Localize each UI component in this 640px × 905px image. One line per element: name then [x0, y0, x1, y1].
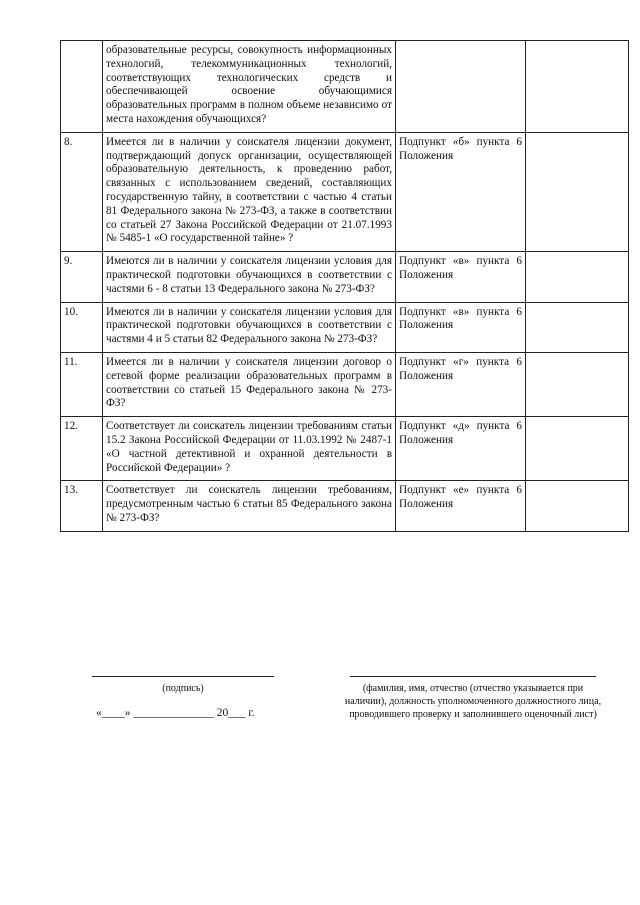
row-reference: Подпункт «в» пункта 6 Положения: [396, 302, 526, 352]
signature-line[interactable]: [92, 676, 274, 677]
row-number: 8.: [61, 132, 103, 251]
table-row: [61, 481, 629, 531]
table-row: [61, 302, 629, 352]
table-row: [61, 252, 629, 302]
row-reference: [396, 41, 526, 133]
row-number: 13.: [61, 481, 103, 531]
checklist-body: [61, 41, 629, 532]
row-question: Имеются ли в наличии у соискателя лицензии условия для практической подготовки обучающихся в соответствии с частями 6 - 8 статьи 13 Федерального закона № 273-ФЗ?: [103, 252, 396, 302]
checklist-table: [60, 40, 629, 532]
row-answer-cell[interactable]: [526, 252, 629, 302]
row-answer-cell[interactable]: [526, 132, 629, 251]
row-reference: Подпункт «б» пункта 6 Положения: [396, 132, 526, 251]
signature-caption: (подпись): [162, 683, 204, 694]
row-answer-cell[interactable]: [526, 302, 629, 352]
date-line: «____» ______________ 20___ г.: [96, 707, 255, 719]
row-reference: Подпункт «в» пункта 6 Положения: [396, 252, 526, 302]
row-number: 12.: [61, 417, 103, 481]
row-question: Имеется ли в наличии у соискателя лицензии договор о сетевой форме реализации образовательных программ в соответствии со статьей 15 Федерального закона № 273-ФЗ?: [103, 352, 396, 416]
row-reference: Подпункт «г» пункта 6 Положения: [396, 352, 526, 416]
row-question: образовательные ресурсы, совокупность информационных технологий, телекоммуникационных технологий, соответствующих технологических средств и обеспечивающей освоение обучающимися образовательных программ в полном объеме независимо от места нахождения обучающихся?: [103, 41, 396, 133]
row-answer-cell[interactable]: [526, 417, 629, 481]
row-answer-cell[interactable]: [526, 352, 629, 416]
table-row: [61, 41, 629, 133]
row-reference: Подпункт «е» пункта 6 Положения: [396, 481, 526, 531]
name-caption: (фамилия, имя, отчество (отчество указывается при наличии), должность уполномоченного должностного лица, проводившего проверку и заполнившего оценочный лист): [344, 683, 602, 720]
row-number: 10.: [61, 302, 103, 352]
table-row: [61, 132, 629, 251]
row-answer-cell[interactable]: [526, 41, 629, 133]
table-row: [61, 417, 629, 481]
name-line[interactable]: [350, 676, 596, 677]
row-reference: Подпункт «д» пункта 6 Положения: [396, 417, 526, 481]
table-row: [61, 352, 629, 416]
row-question: Соответствует ли соискатель лицензии требованиям статьи 15.2 Закона Российской Федерации от 11.03.1992 № 2487-1 «О частной детективной и охранной деятельности в Российской Федерации» ?: [103, 417, 396, 481]
row-number: [61, 41, 103, 133]
row-question: Имеется ли в наличии у соискателя лицензии документ, подтверждающий допуск организации, осуществляющей образовательную деятельность, к проведению работ, связанных с использованием сведений, составляющих государственную тайну, в соответствии с частью 4 статьи 81 Федерального закона № 273-ФЗ, а также в соответствии со статьей 27 Закона Российской Федерации от 21.07.1993 № 5485-1 «О государственной тайне» ?: [103, 132, 396, 251]
row-question: Соответствует ли соискатель лицензии требованиям, предусмотренным частью 6 статьи 85 Федерального закона № 273-ФЗ?: [103, 481, 396, 531]
row-number: 11.: [61, 352, 103, 416]
row-answer-cell[interactable]: [526, 481, 629, 531]
row-number: 9.: [61, 252, 103, 302]
row-question: Имеются ли в наличии у соискателя лицензии условия для практической подготовки обучающихся в соответствии с частями 4 и 5 статьи 82 Федерального закона № 273-ФЗ?: [103, 302, 396, 352]
